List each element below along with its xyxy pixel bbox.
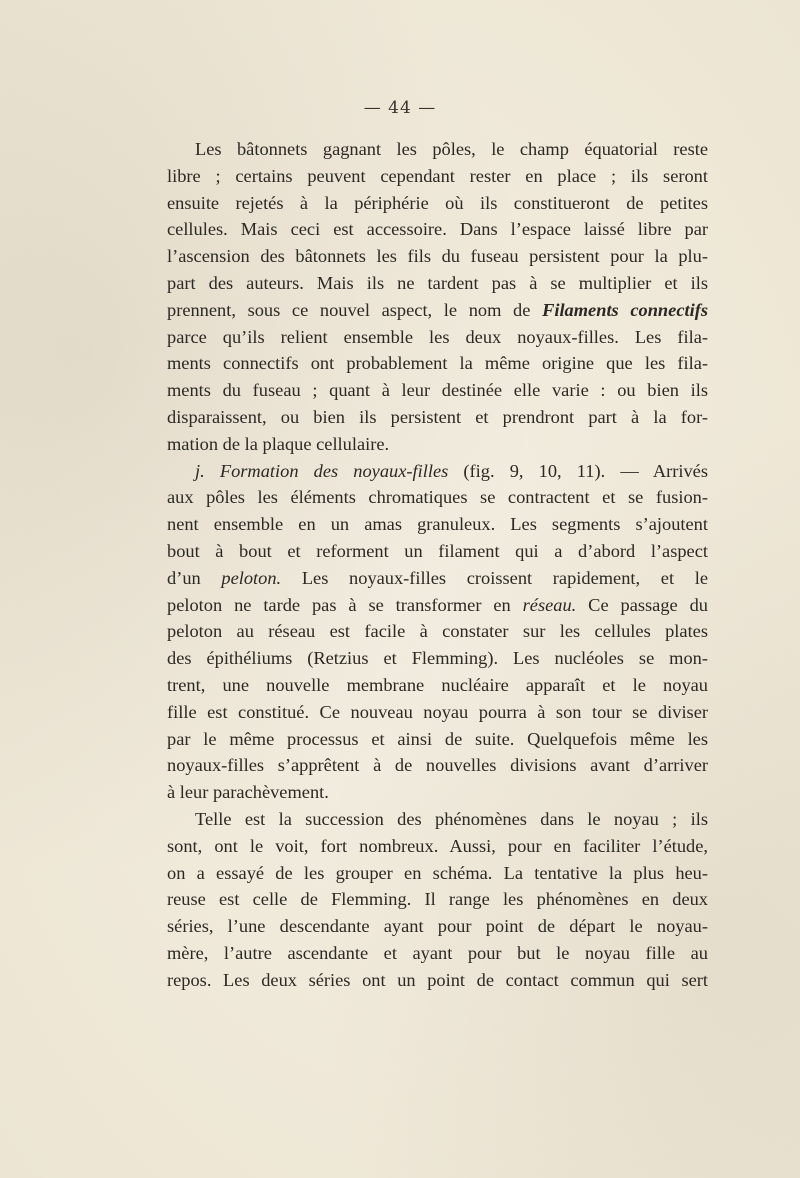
- text-line: repos. Les deux séries ont un point de contact commun qui sert: [167, 969, 708, 990]
- text-line: reuse est celle de Flemming. Il range les phénomènes en deux: [167, 889, 708, 910]
- text-line: sont, ont le voit, fort nombreux. Aussi, pour en faciliter l’étude,: [167, 835, 708, 856]
- text-line: nent ensemble en un amas granuleux. Les segments s’ajoutent: [167, 514, 708, 535]
- paragraph-1: [167, 136, 708, 458]
- paragraph-2: [167, 458, 708, 806]
- text-line: à leur parachèvement.: [167, 782, 329, 803]
- page-number: — 44 —: [363, 98, 437, 118]
- text-line: ments du fuseau ; quant à leur destinée elle varie : ou bien ils: [167, 380, 708, 401]
- text-fragment: prennent, sous ce nouvel aspect, le nom de: [167, 299, 543, 320]
- text-line: Telle est la succession des phénomènes dans le noyau ; ils: [195, 808, 708, 829]
- text-line: Les bâtonnets gagnant les pôles, le champ équatorial reste: [195, 139, 708, 159]
- text-line: libre ; certains peuvent cependant rester en place ; ils seront: [167, 165, 708, 186]
- text-line: part des auteurs. Mais ils ne tardent pas à se multiplier et ils: [167, 272, 708, 293]
- text-line: des épithéliums (Retzius et Flemming). Les nucléoles se mon-: [167, 648, 708, 669]
- section-heading-line: [167, 458, 708, 485]
- text-line: aux pôles les éléments chromatiques se contractent et se fusion-: [167, 487, 708, 508]
- text-line: [167, 592, 708, 619]
- text-line: parce qu’ils relient ensemble les deux noyaux-filles. Les fila-: [167, 326, 708, 347]
- text-line: ments connectifs ont probablement la même origine que les fila-: [167, 353, 708, 374]
- text-fragment: peloton ne tarde pas à se transformer en: [167, 594, 523, 615]
- text-line: on a essayé de les grouper en schéma. La tentative la plus heu-: [167, 862, 708, 883]
- text-line: ensuite rejetés à la périphérie où ils constitueront de petites: [167, 192, 708, 213]
- body-text: [167, 136, 708, 994]
- text-line: disparaissent, ou bien ils persistent et prendront part à la for-: [167, 406, 708, 427]
- text-line: séries, l’une descendante ayant pour point de départ le noyau-: [167, 916, 708, 937]
- text-fragment: Ce passage du: [576, 594, 708, 615]
- text-fragment: Les noyaux-filles croissent rapidement, et le: [281, 567, 708, 588]
- italic-word: réseau.: [522, 594, 577, 615]
- text-line: noyaux-filles s’apprêtent à de nouvelles divisions avant d’arriver: [167, 755, 708, 776]
- text-line: fille est constitué. Ce nouveau noyau pourra à son tour se diviser: [167, 701, 708, 722]
- text-line: [167, 297, 708, 324]
- italic-term: Filaments connectifs: [542, 299, 708, 320]
- text-line: cellules. Mais ceci est accessoire. Dans l’espace laissé libre par: [167, 219, 708, 240]
- paragraph-3: [167, 806, 708, 994]
- text-line: mère, l’autre ascendante et ayant pour but le noyau fille au: [167, 942, 708, 963]
- section-heading: j. Formation des noyaux-filles: [195, 460, 449, 481]
- text-fragment: (fig. 9, 10, 11). — Arrivés: [448, 460, 708, 481]
- text-line: par le même processus et ainsi de suite. Quelquefois même les: [167, 728, 708, 749]
- text-line: bout à bout et reforment un filament qui a d’abord l’aspect: [167, 540, 708, 561]
- text-line: l’ascension des bâtonnets les fils du fuseau persistent pour la plu-: [167, 246, 708, 267]
- text-line: trent, une nouvelle membrane nucléaire apparaît et le noyau: [167, 674, 708, 695]
- italic-word: peloton.: [221, 567, 282, 588]
- text-fragment: d’un: [167, 567, 222, 588]
- text-line: [167, 565, 708, 592]
- text-line: peloton au réseau est facile à constater sur les cellules plates: [167, 621, 708, 642]
- text-line: mation de la plaque cellulaire.: [167, 433, 390, 454]
